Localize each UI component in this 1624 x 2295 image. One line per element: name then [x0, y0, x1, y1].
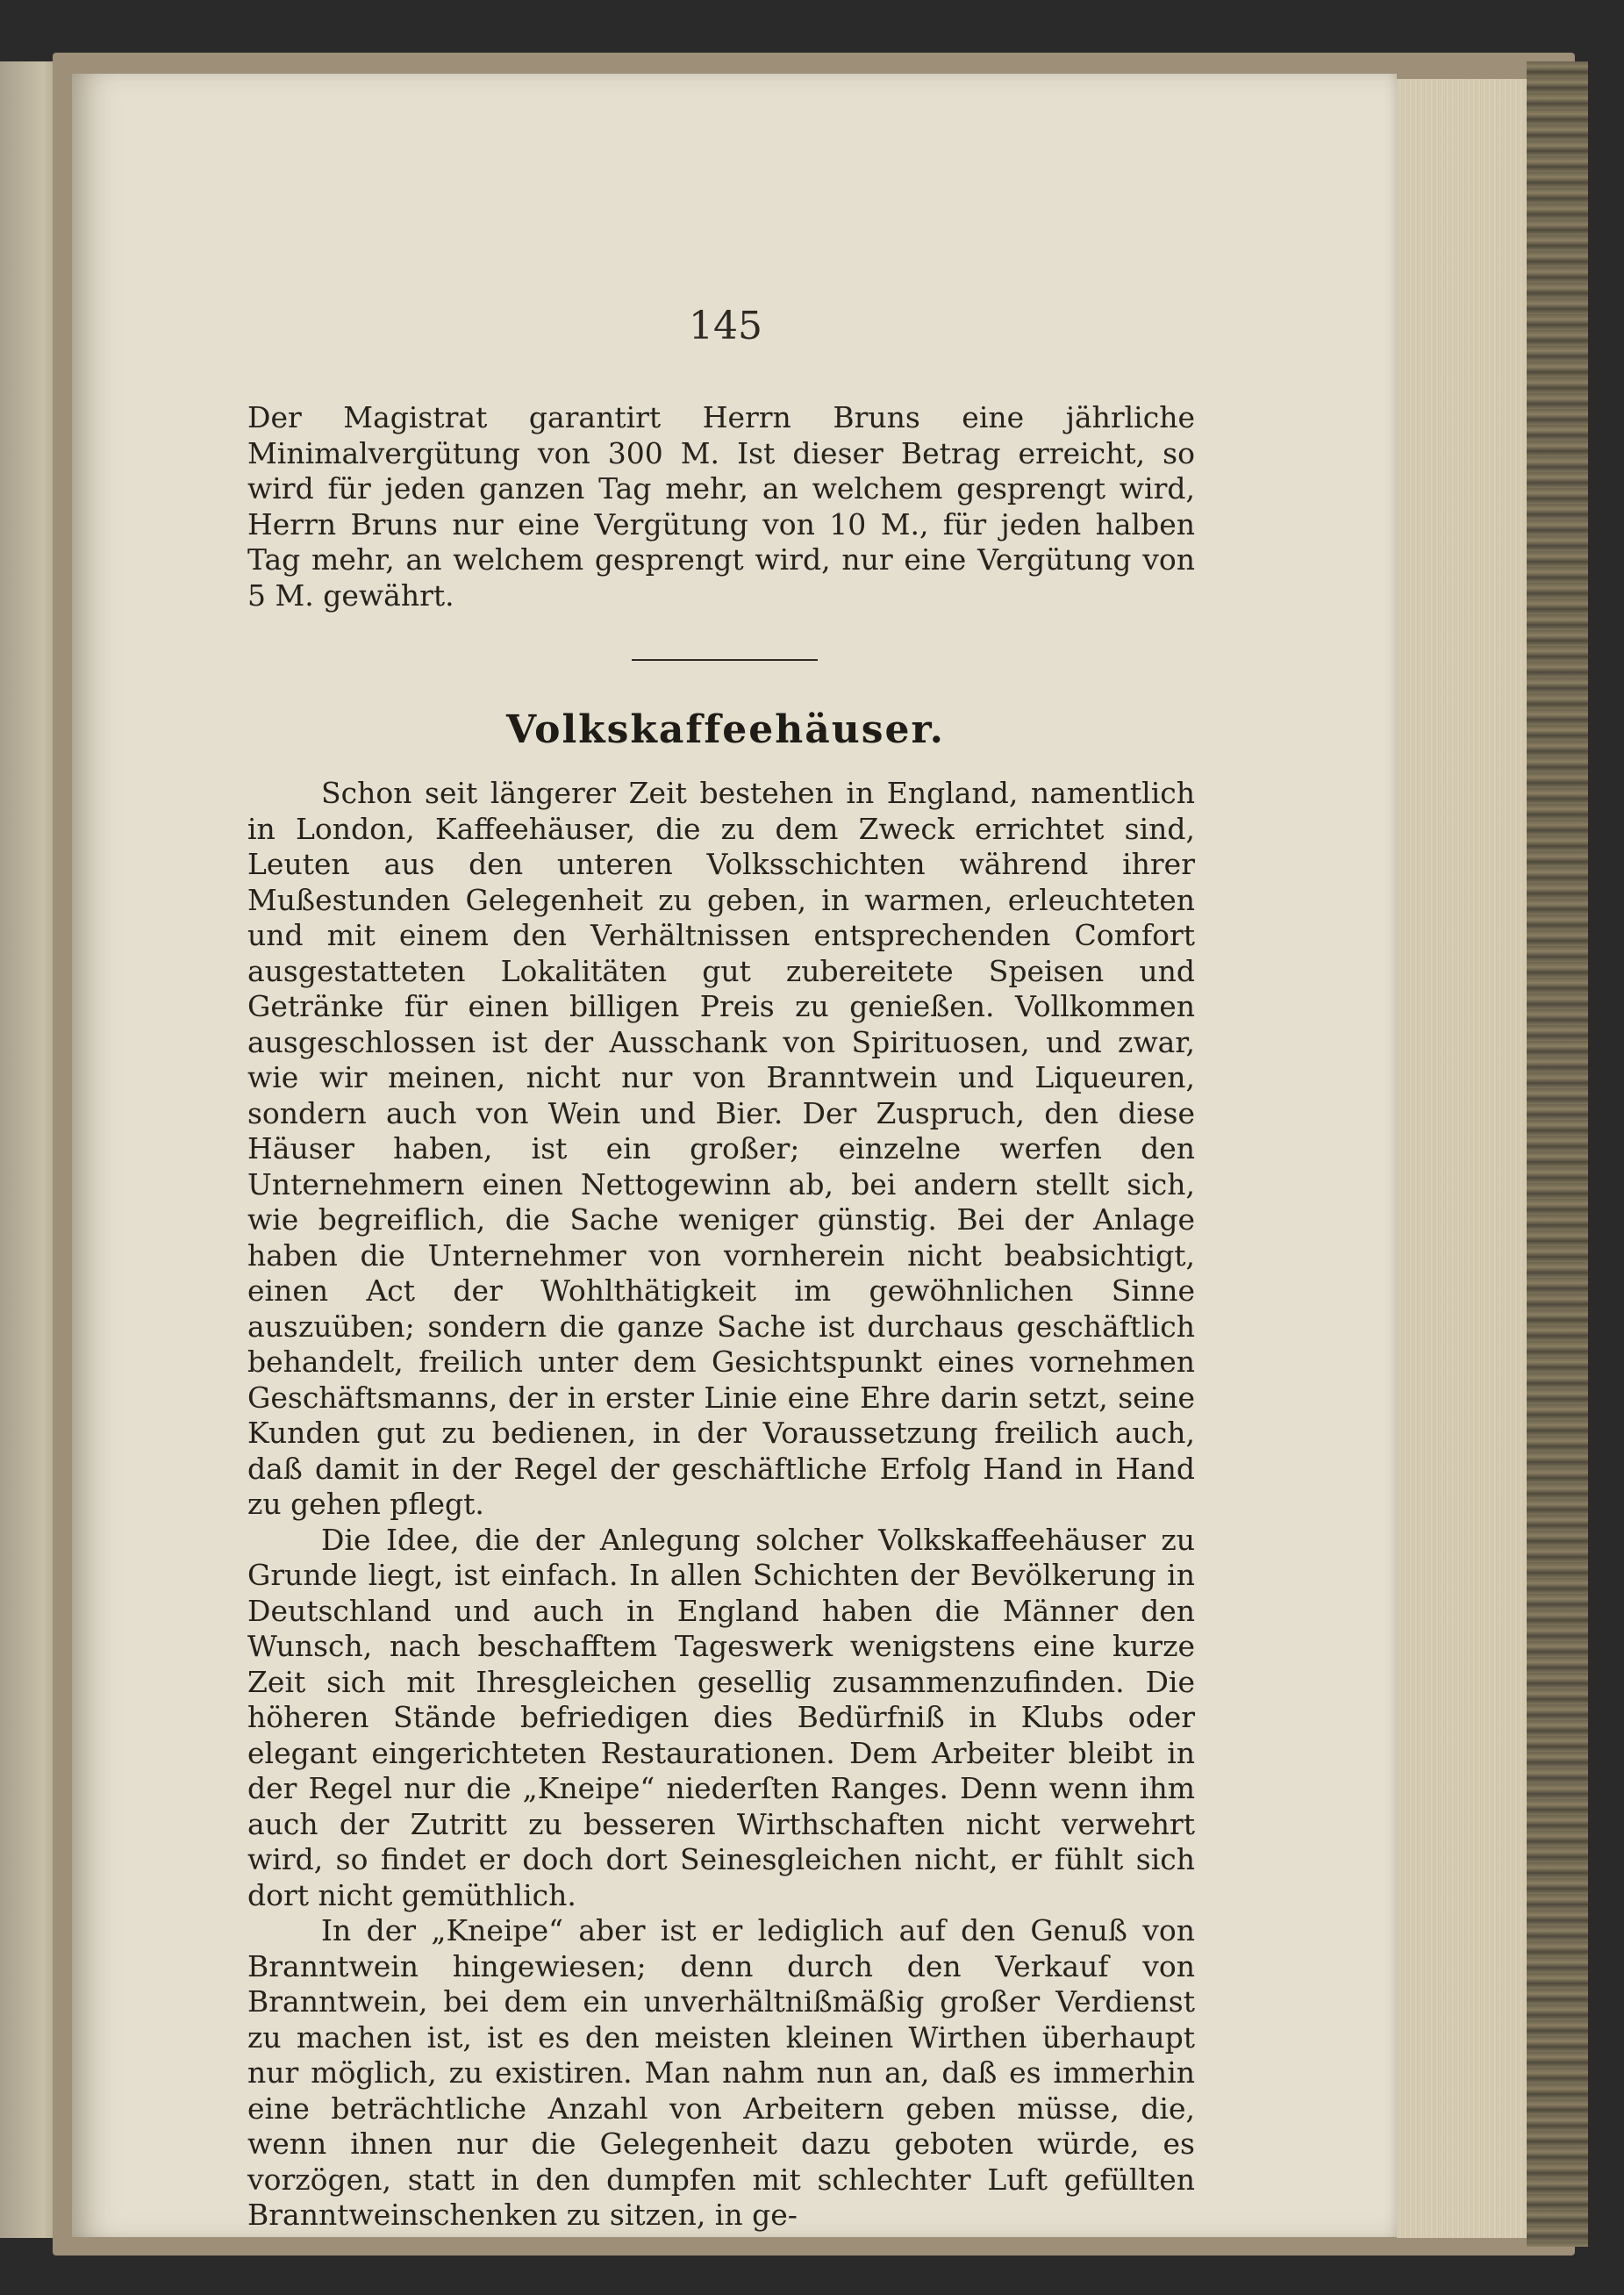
section-body — [247, 776, 1195, 2234]
paragraph: In der „Kneipe“ aber ist er lediglich auf den Genuß von Branntwein hingewiesen; denn durch den Verkauf von Branntwein, bei dem ein unverhältnißmäßig großer Verdienst zu machen ist, ist es den meisten kleinen Wirthen überhaupt nur möglich, zu existiren. Man nahm nun an, daß es immerhin eine beträchtliche Anzahl von Arbeitern geben müsse, die, wenn ihnen nur die Gelegenheit dazu geboten würde, es vorzögen, statt in den dumpfen mit schlechter Luft gefüllten Branntweinschenken zu sitzen, in ge- — [247, 1913, 1195, 2232]
book-page — [72, 74, 1397, 2237]
paragraph: Die Idee, die der Anlegung solcher Volkskaffeehäuser zu Grunde liegt, ist einfach. In allen Schichten der Bevölkerung in Deutschland und auch in England haben die Männer den Wunsch, nach beschafftem Tageswerk wenigstens eine kurze Zeit sich mit Ihresgleichen gesellig zusammenzufinden. Die höheren Stände befriedigen dies Bedürfniß in Klubs oder elegant eingerichteten Restaurationen. Dem Arbeiter bleibt in der Regel nur die „Kneipe“ niederſten Ranges. Denn wenn ihm auch der Zutritt zu besseren Wirthschaften nicht verwehrt wird, so findet er doch dort Seinesgleichen nicht, er fühlt sich dort nicht gemüthlich. — [247, 1522, 1195, 1912]
cover-fore-edge — [1527, 61, 1588, 2247]
section-heading: Volkskaffeehäuser. — [506, 707, 945, 752]
page-number: 145 — [689, 304, 762, 348]
paragraph: Schon seit längerer Zeit bestehen in England, namentlich in London, Kaffeehäuser, die zu dem Zweck errichtet sind, Leuten aus den unteren Volksschichten während ihrer Mußestunden Gelegenheit zu geben, in warmen, erleuchteten und mit einem den Verhältnissen entsprechenden Comfort ausgestatteten Lokalitäten gut zubereitete Speisen und Getränke für einen billigen Preis zu genießen. Vollkommen ausgeschlossen ist der Ausschank von Spirituosen, und zwar, wie wir meinen, nicht nur von Branntwein und Liqueuren, sondern auch von Wein und Bier. Der Zuspruch, den diese Häuser haben, ist ein großer; einzelne werfen den Unternehmern einen Nettogewinn ab, bei andern stellt sich, wie begreiflich, die Sache weniger günstig. Bei der Anlage haben die Unternehmer von vornherein nicht beabsichtigt, einen Act der Wohlthätigkeit im gewöhnlichen Sinne auszuüben; sondern die ganze Sache ist durchaus geschäftlich behandelt, freilich unter dem Gesichtspunkt eines vornehmen Geschäftsmanns, der in erster Linie eine Ehre darin setzt, seine Kunden gut zu bedienen, in der Voraussetzung freilich auch, daß damit in der Regel der geschäftliche Erfolg Hand in Hand zu gehen pflegt. — [247, 776, 1195, 1521]
intro-paragraph: Der Magistrat garantirt Herrn Bruns eine jährliche Minimalvergütung von 300 M. Ist dieser Betrag erreicht, so wird für jeden ganzen Tag mehr, an welchem gesprengt wird, Herrn Bruns nur eine Vergütung von 10 M., für jeden halben Tag mehr, an welchem gesprengt wird, nur eine Vergütung von 5 M. gewährt. — [247, 400, 1195, 613]
section-divider — [632, 659, 818, 661]
